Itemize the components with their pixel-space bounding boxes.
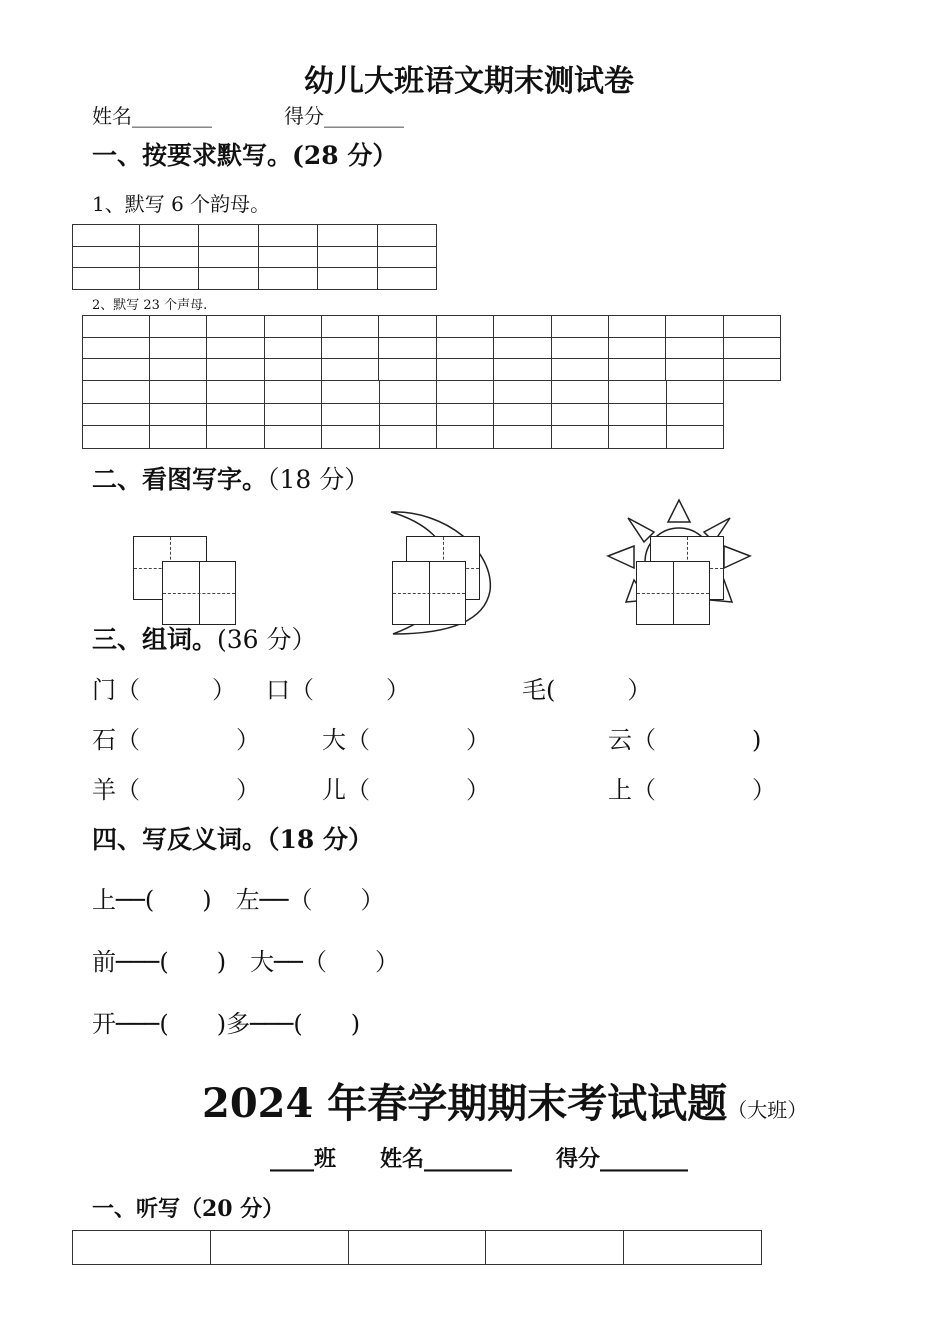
word-item[interactable]: 毛( ） [522, 676, 652, 704]
initials-writing-grid[interactable] [82, 315, 781, 381]
page-title: 幼儿大班语文期末测试卷 [304, 64, 634, 99]
antonym-row[interactable]: 开───( )多───( ) [92, 1010, 361, 1038]
writing-box[interactable] [392, 561, 466, 625]
section1-heading: 一、按要求默写。(28 分） [92, 141, 398, 170]
antonym-row[interactable]: 上──( ) 左──（ ） [92, 886, 385, 914]
name-field[interactable]: 姓名________ [92, 104, 212, 128]
dictation-grid[interactable] [72, 1230, 762, 1265]
section3-title: 三、组词。 [92, 625, 218, 654]
section2-heading [92, 460, 369, 496]
finals-writing-grid[interactable] [72, 224, 437, 290]
writing-box[interactable] [162, 561, 236, 625]
section2-title: 二、看图写字。 [92, 465, 268, 494]
student-info[interactable]: ____班 姓名________ 得分________ [270, 1146, 689, 1172]
antonym-row[interactable]: 前───( ) 大──（ ） [92, 948, 399, 976]
word-item[interactable]: 大（ ） [322, 726, 490, 754]
question1-label: 1、默写 6 个韵母。 [92, 192, 271, 216]
exam-subtitle: （大班） [727, 1098, 808, 1122]
exam-title-text: 2024 年春学期期末考试试题 [202, 1080, 728, 1127]
word-item[interactable]: 门（ ） [92, 676, 236, 704]
word-item[interactable]: 羊（ ） [92, 776, 260, 804]
section2-points: （18 分） [267, 465, 370, 494]
score-field[interactable]: 得分________ [284, 104, 404, 128]
question2-label: 2、默写 23 个声母. [92, 298, 208, 313]
dictation-heading: 一、听写（20 分） [92, 1196, 285, 1222]
section4-heading: 四、写反义词。（18 分） [92, 825, 373, 854]
word-item[interactable]: 石（ ） [92, 726, 260, 754]
word-item[interactable]: 儿（ ） [322, 776, 490, 804]
word-item[interactable]: 口（ ） [266, 676, 410, 704]
initials-writing-grid-lower[interactable] [82, 380, 724, 449]
section3-points: (36 分） [217, 625, 317, 654]
section3-heading [92, 620, 317, 656]
writing-box[interactable] [636, 561, 710, 625]
word-item[interactable]: 云（ ) [608, 726, 762, 754]
exam-title [202, 1072, 807, 1129]
word-item[interactable]: 上（ ） [608, 776, 776, 804]
